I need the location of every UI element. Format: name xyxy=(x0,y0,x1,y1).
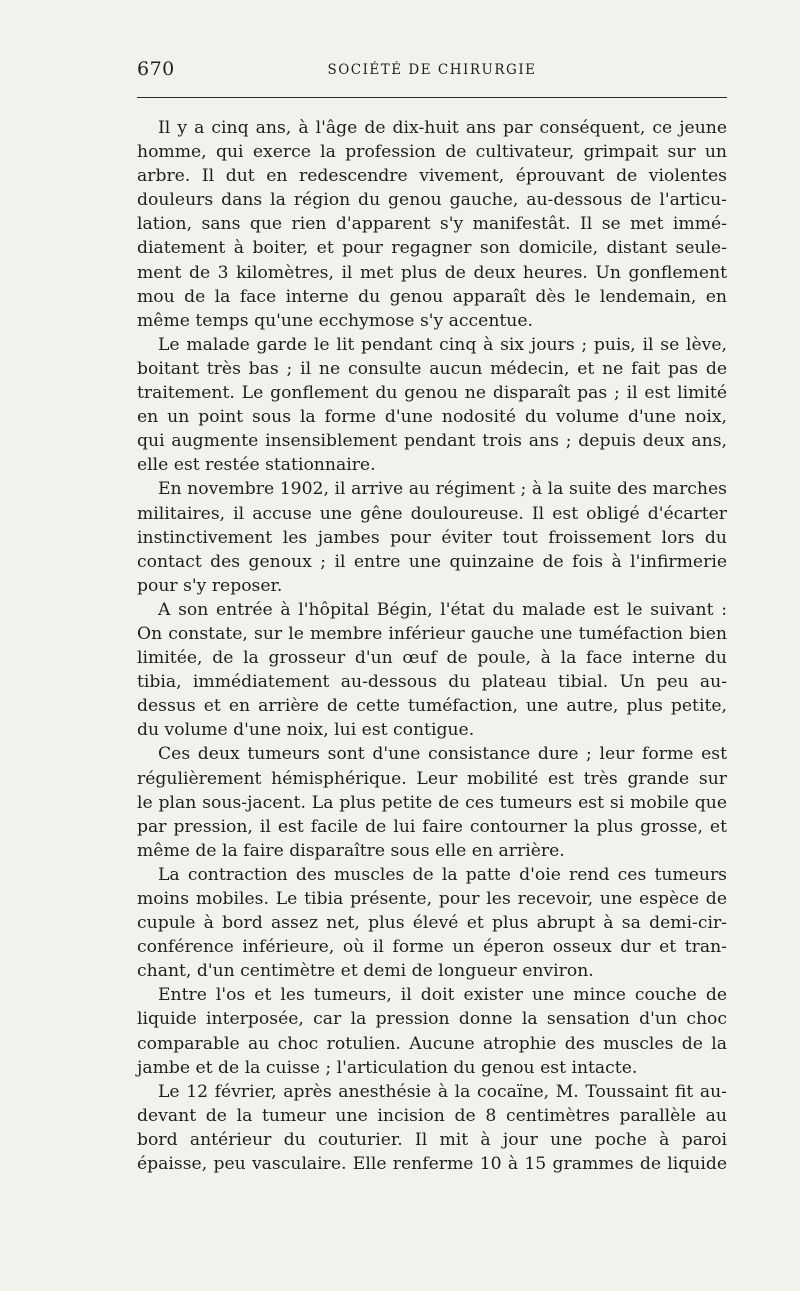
text-line: Ces deux tumeurs sont d'une consistance dure ; leur forme est xyxy=(158,744,727,765)
text-line: par pression, il est facile de lui faire contourner la plus grosse, et xyxy=(137,816,727,837)
text-line: dessus et en arrière de cette tuméfaction, une autre, plus petite, xyxy=(137,696,727,717)
header-rule xyxy=(137,97,727,98)
text-line: ment de 3 kilomètres, il met plus de deux heures. Un gonflement xyxy=(137,262,727,283)
text-line: A son entrée à l'hôpital Bégin, l'état du malade est le suivant : xyxy=(158,599,727,620)
text-line: régulièrement hémisphérique. Leur mobilité est très grande sur xyxy=(137,768,727,789)
text-line: contact des genoux ; il entre une quinzaine de fois à l'infirmerie xyxy=(137,551,727,572)
text-line: qui augmente insensiblement pendant trois ans ; depuis deux ans, xyxy=(137,431,727,452)
text-line: du volume d'une noix, lui est contigue. xyxy=(137,720,475,741)
running-title: SOCIÉTÉ DE CHIRURGIE xyxy=(327,62,537,78)
text-line: Il y a cinq ans, à l'âge de dix-huit ans par conséquent, ce jeune xyxy=(158,118,727,138)
text-line: En novembre 1902, il arrive au régiment ; à la suite des marches xyxy=(158,479,727,500)
text-line: traitement. Le gonflement du genou ne disparaît pas ; il est limité xyxy=(137,383,727,404)
text-line: homme, qui exerce la profession de cultivateur, grimpait sur un xyxy=(137,142,727,163)
text-line: douleurs dans la région du genou gauche, au-dessous de l'articu- xyxy=(137,190,727,211)
text-line: La contraction des muscles de la patte d'oie rend ces tumeurs xyxy=(158,864,727,885)
paragraph xyxy=(137,863,727,983)
paragraph xyxy=(137,983,727,1079)
body-text xyxy=(137,116,727,1176)
text-line: elle est restée stationnaire. xyxy=(137,455,376,476)
paragraph xyxy=(137,116,727,333)
text-line: en un point sous la forme d'une nodosité du volume d'une noix, xyxy=(137,407,727,428)
paragraph xyxy=(137,598,727,743)
text-line: On constate, sur le membre inférieur gauche une tuméfaction bien xyxy=(137,623,727,644)
text-line: Entre l'os et les tumeurs, il doit exister une mince couche de xyxy=(158,985,727,1006)
paragraph xyxy=(137,333,727,478)
text-line: Le 12 février, après anesthésie à la cocaïne, M. Toussaint fit au- xyxy=(158,1081,727,1102)
text-line: même temps qu'une ecchymose s'y accentue. xyxy=(137,310,534,331)
text-line: moins mobiles. Le tibia présente, pour les recevoir, une espèce de xyxy=(137,889,727,909)
text-line: pour s'y reposer. xyxy=(137,575,283,596)
text-line: tibia, immédiatement au-dessous du plateau tibial. Un peu au- xyxy=(137,672,727,693)
text-line: même de la faire disparaître sous elle en arrière. xyxy=(137,840,565,861)
text-line: militaires, il accuse une gêne douloureuse. Il est obligé d'écarter xyxy=(137,503,727,524)
text-line: arbre. Il dut en redescendre vivement, éprouvant de violentes xyxy=(137,166,727,187)
page-header xyxy=(137,58,727,84)
text-line: conférence inférieure, où il forme un éperon osseux dur et tran- xyxy=(137,937,727,958)
page-number: 670 xyxy=(137,58,175,80)
text-line: diatement à boiter, et pour regagner son domicile, distant seule- xyxy=(137,238,727,259)
text-line: le plan sous-jacent. La plus petite de ces tumeurs est si mobile que xyxy=(137,792,727,813)
text-line: liquide interposée, car la pression donne la sensation d'un choc xyxy=(137,1009,727,1030)
text-line: jambe et de la cuisse ; l'articulation du genou est intacte. xyxy=(137,1057,638,1078)
paragraph xyxy=(137,1080,727,1176)
text-line: Le malade garde le lit pendant cinq à six jours ; puis, il se lève, xyxy=(158,334,727,355)
text-line: chant, d'un centimètre et demi de longueur environ. xyxy=(137,961,594,982)
paragraph xyxy=(137,742,727,862)
text-line: instinctivement les jambes pour éviter tout froissement lors du xyxy=(137,527,727,548)
text-line: devant de la tumeur une incision de 8 centimètres parallèle au xyxy=(137,1105,727,1126)
text-line: lation, sans que rien d'apparent s'y manifestât. Il se met immé- xyxy=(137,214,727,235)
text-line: boitant très bas ; il ne consulte aucun médecin, et ne fait pas de xyxy=(137,358,727,379)
text-line: cupule à bord assez net, plus élevé et plus abrupt à sa demi-cir- xyxy=(137,913,727,934)
text-line: limitée, de la grosseur d'un œuf de poule, à la face interne du xyxy=(137,648,727,669)
text-line: mou de la face interne du genou apparaît dès le lendemain, en xyxy=(137,286,727,307)
text-line: bord antérieur du couturier. Il mit à jour une poche à paroi xyxy=(137,1129,727,1150)
text-line: comparable au choc rotulien. Aucune atrophie des muscles de la xyxy=(137,1033,727,1054)
paragraph xyxy=(137,477,727,597)
text-line: épaisse, peu vasculaire. Elle renferme 10 à 15 grammes de liquide xyxy=(137,1154,727,1175)
